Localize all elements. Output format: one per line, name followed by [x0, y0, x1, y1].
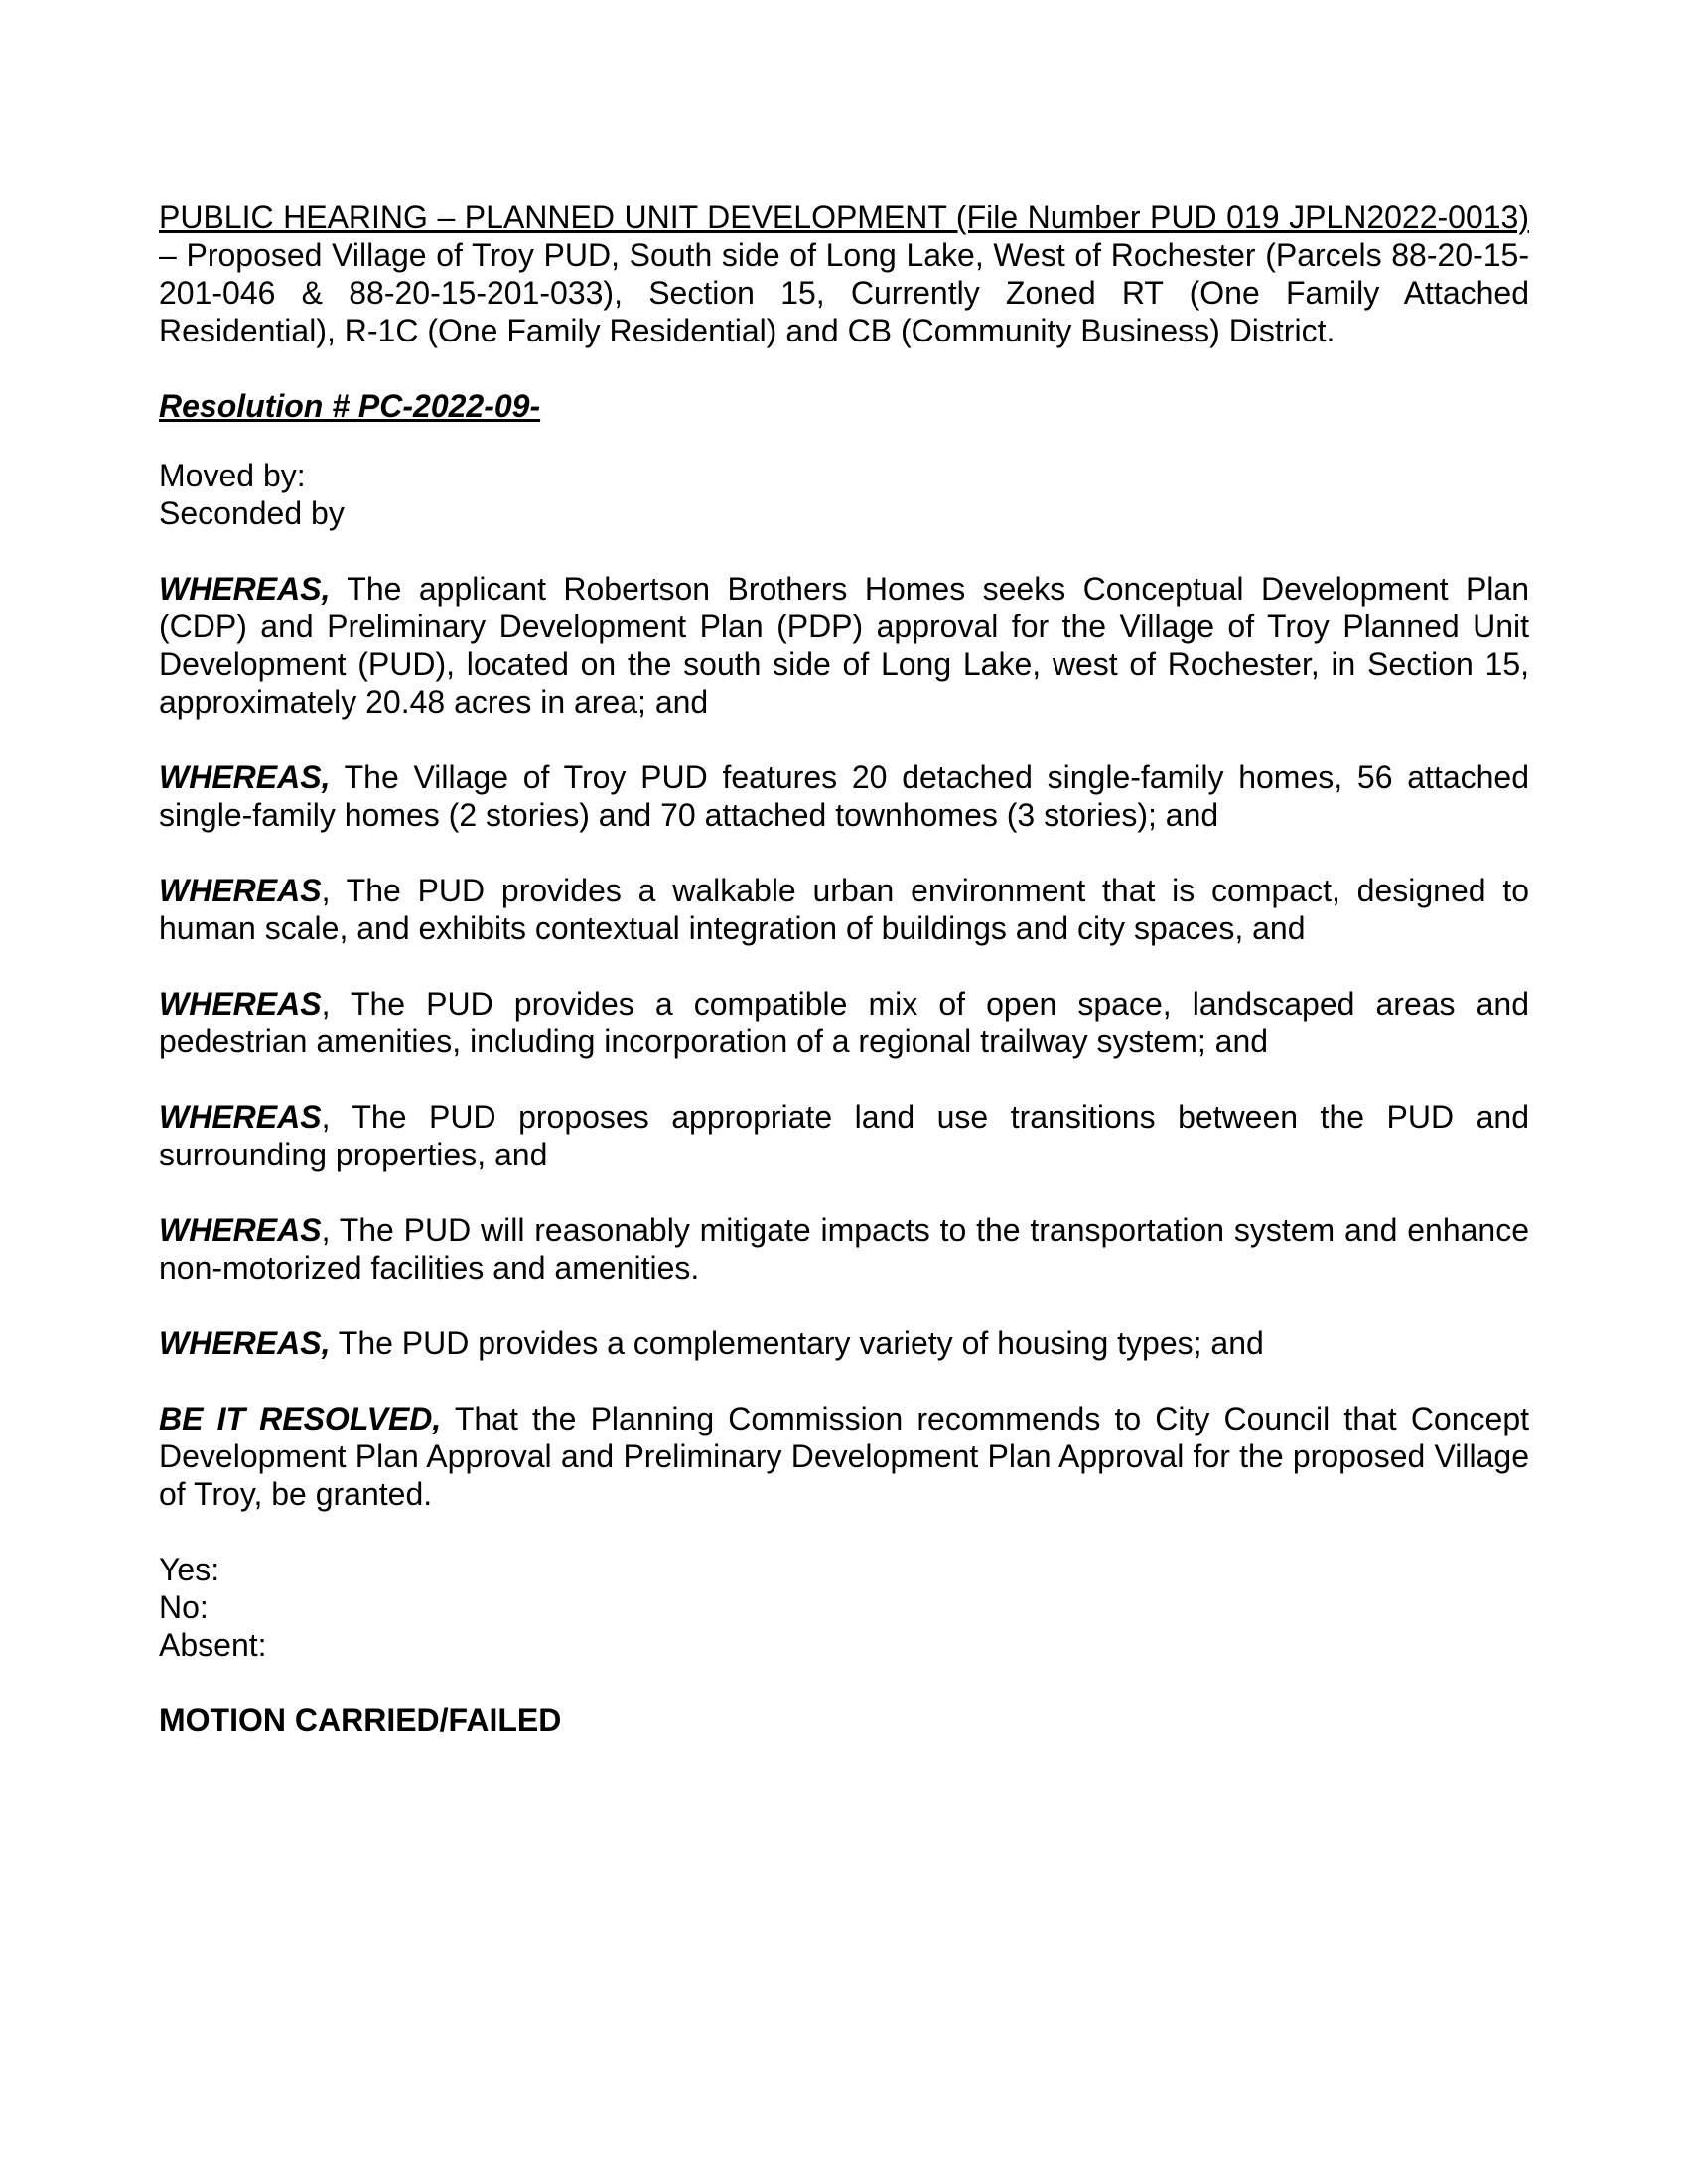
- whereas-lead: WHEREAS: [159, 1212, 322, 1248]
- resolved-text: That the Planning Commission recommends to City Council that Concept Development Plan Approval and Preliminary Development Plan Approval for the proposed Village of Troy, be granted.: [159, 1401, 1529, 1512]
- whereas-paragraph: [159, 1098, 1529, 1173]
- whereas-lead: WHEREAS,: [159, 759, 331, 795]
- seconded-by-label: Seconded by: [159, 495, 345, 531]
- resolved-paragraph: [159, 1400, 1529, 1513]
- mover-block: [159, 457, 1529, 532]
- document-page: [159, 199, 1529, 1739]
- whereas-text: The Village of Troy PUD features 20 detached single-family homes, 56 attached single-family homes (2 stories) and 70 attached townhomes (3 stories); and: [159, 759, 1529, 833]
- whereas-paragraph: [159, 985, 1529, 1060]
- whereas-lead: WHEREAS: [159, 986, 322, 1022]
- whereas-paragraph: [159, 1211, 1529, 1287]
- vote-absent-label: Absent:: [159, 1627, 267, 1663]
- whereas-text: The applicant Robertson Brothers Homes seeks Conceptual Development Plan (CDP) and Preliminary Development Plan (PDP) approval for the Village of Troy Planned Unit Development (PUD), located on the south side of Long Lake, west of Rochester, in Section 15, approximately 20.48 acres in area; and: [159, 571, 1529, 720]
- whereas-lead: WHEREAS: [159, 1099, 322, 1135]
- whereas-paragraph: [159, 1324, 1529, 1362]
- whereas-paragraph: [159, 872, 1529, 947]
- vote-block: [159, 1551, 1529, 1664]
- resolution-number: Resolution # PC-2022-09-: [159, 388, 541, 424]
- whereas-text: , The PUD provides a walkable urban environment that is compact, designed to human scale, and exhibits contextual integration of buildings and city spaces, and: [159, 873, 1529, 946]
- whereas-text: , The PUD will reasonably mitigate impacts to the transportation system and enhance non-motorized facilities and amenities.: [159, 1212, 1529, 1286]
- whereas-paragraph: [159, 570, 1529, 721]
- vote-no-label: No:: [159, 1589, 209, 1625]
- whereas-lead: WHEREAS,: [159, 1325, 331, 1361]
- moved-by-label: Moved by:: [159, 458, 306, 493]
- whereas-paragraph: [159, 758, 1529, 834]
- whereas-lead: WHEREAS: [159, 873, 322, 908]
- hearing-description: Proposed Village of Troy PUD, South side of Long Lake, West of Rochester (Parcels 88-20-15-201-046 & 88-20-15-201-033), Section 15, Currently Zoned RT (One Family Attached Residential), R-1C (One Family Residential) and CB (Community Business) District.: [159, 237, 1530, 348]
- whereas-lead: WHEREAS,: [159, 571, 331, 607]
- whereas-text: , The PUD proposes appropriate land use transitions between the PUD and surrounding properties, and: [159, 1099, 1529, 1172]
- resolved-lead: BE IT RESOLVED,: [159, 1401, 442, 1436]
- whereas-text: The PUD provides a complementary variety of housing types; and: [330, 1325, 1264, 1361]
- vote-yes-label: Yes:: [159, 1552, 220, 1587]
- whereas-text: , The PUD provides a compatible mix of open space, landscaped areas and pedestrian amenities, including incorporation of a regional trailway system; and: [159, 986, 1529, 1059]
- hearing-heading: [159, 199, 1529, 349]
- hearing-title: PUBLIC HEARING – PLANNED UNIT DEVELOPMENT (File Number PUD 019 JPLN2022-0013): [159, 200, 1529, 235]
- motion-result: MOTION CARRIED/FAILED: [159, 1703, 562, 1738]
- hearing-title-dash: –: [159, 237, 177, 273]
